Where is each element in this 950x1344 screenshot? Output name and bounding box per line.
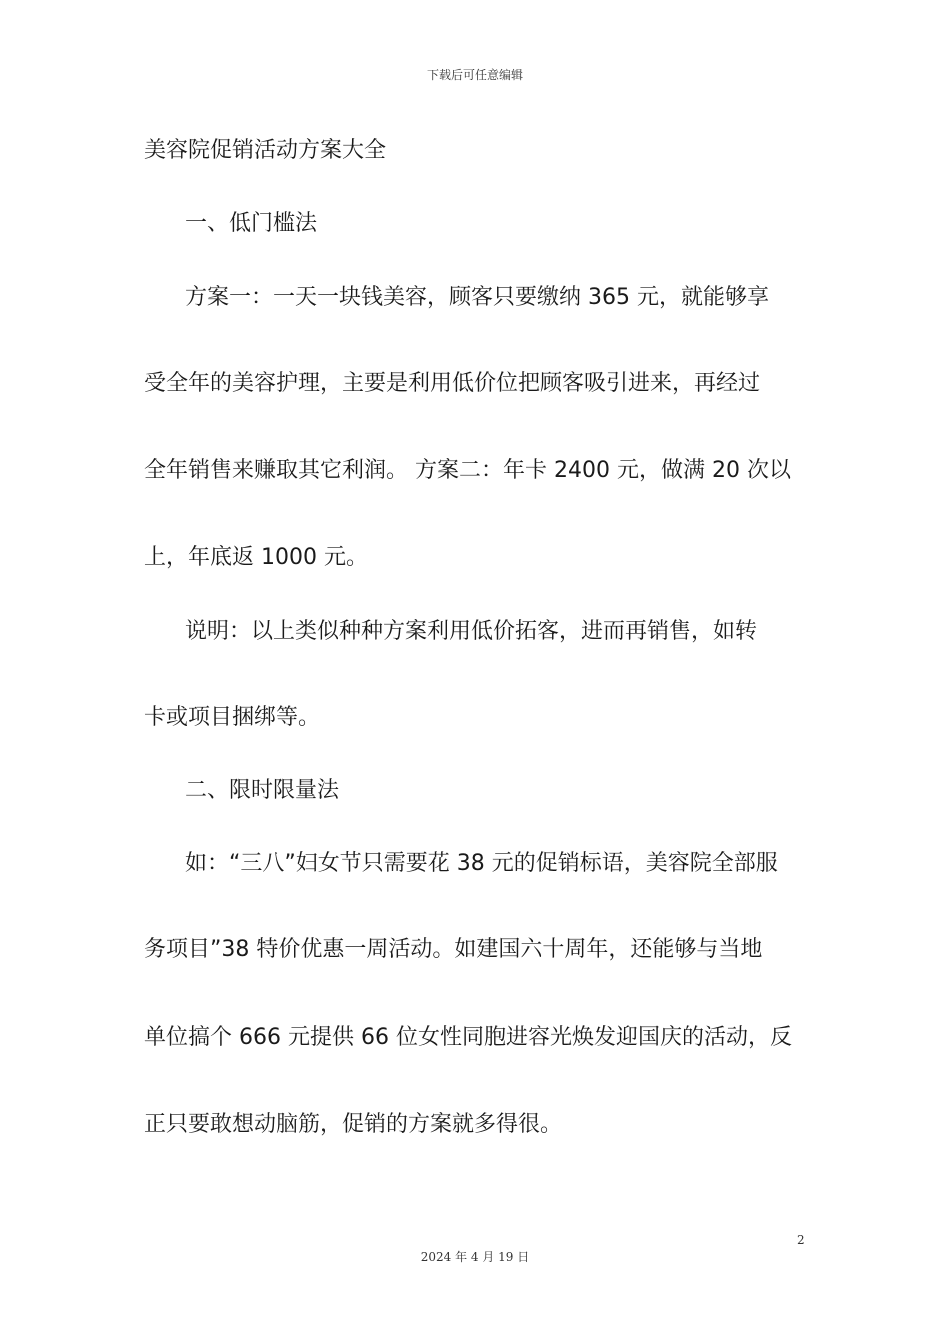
section-heading: 二、限时限量法 [185, 778, 340, 803]
paragraph-line: 务项目”38 特价优惠一周活动。如建国六十周年，还能够与当地 [144, 937, 763, 962]
paragraph-line: 说明：以上类似种种方案利用低价拓客，进而再销售，如转 [185, 619, 758, 644]
paragraph-line: 方案一：一天一块钱美容，顾客只要缴纳 365 元，就能够享 [185, 285, 769, 310]
paragraph-line: 受全年的美容护理，主要是利用低价位把顾客吸引进来，再经过 [144, 371, 761, 396]
paragraph-line: 全年销售来赚取其它利润。 方案二：年卡 2400 元，做满 20 次以 [144, 458, 791, 483]
page-header: 下载后可任意编辑 [426, 68, 523, 82]
page-number: 2 [797, 1233, 805, 1247]
document-title: 美容院促销活动方案大全 [144, 138, 387, 163]
paragraph-line: 正只要敢想动脑筋，促销的方案就多得很。 [144, 1112, 563, 1137]
paragraph-line: 卡或项目捆绑等。 [144, 705, 321, 730]
page-footer-date: 2024 年 4 月 19 日 [420, 1250, 530, 1264]
section-heading: 一、低门槛法 [185, 211, 318, 236]
paragraph-line: 单位搞个 666 元提供 66 位女性同胞进容光焕发迎国庆的活动，反 [144, 1025, 792, 1050]
paragraph-line: 如：“三八”妇女节只需要花 38 元的促销标语，美容院全部服 [185, 851, 778, 876]
paragraph-line: 上，年底返 1000 元。 [144, 545, 368, 570]
